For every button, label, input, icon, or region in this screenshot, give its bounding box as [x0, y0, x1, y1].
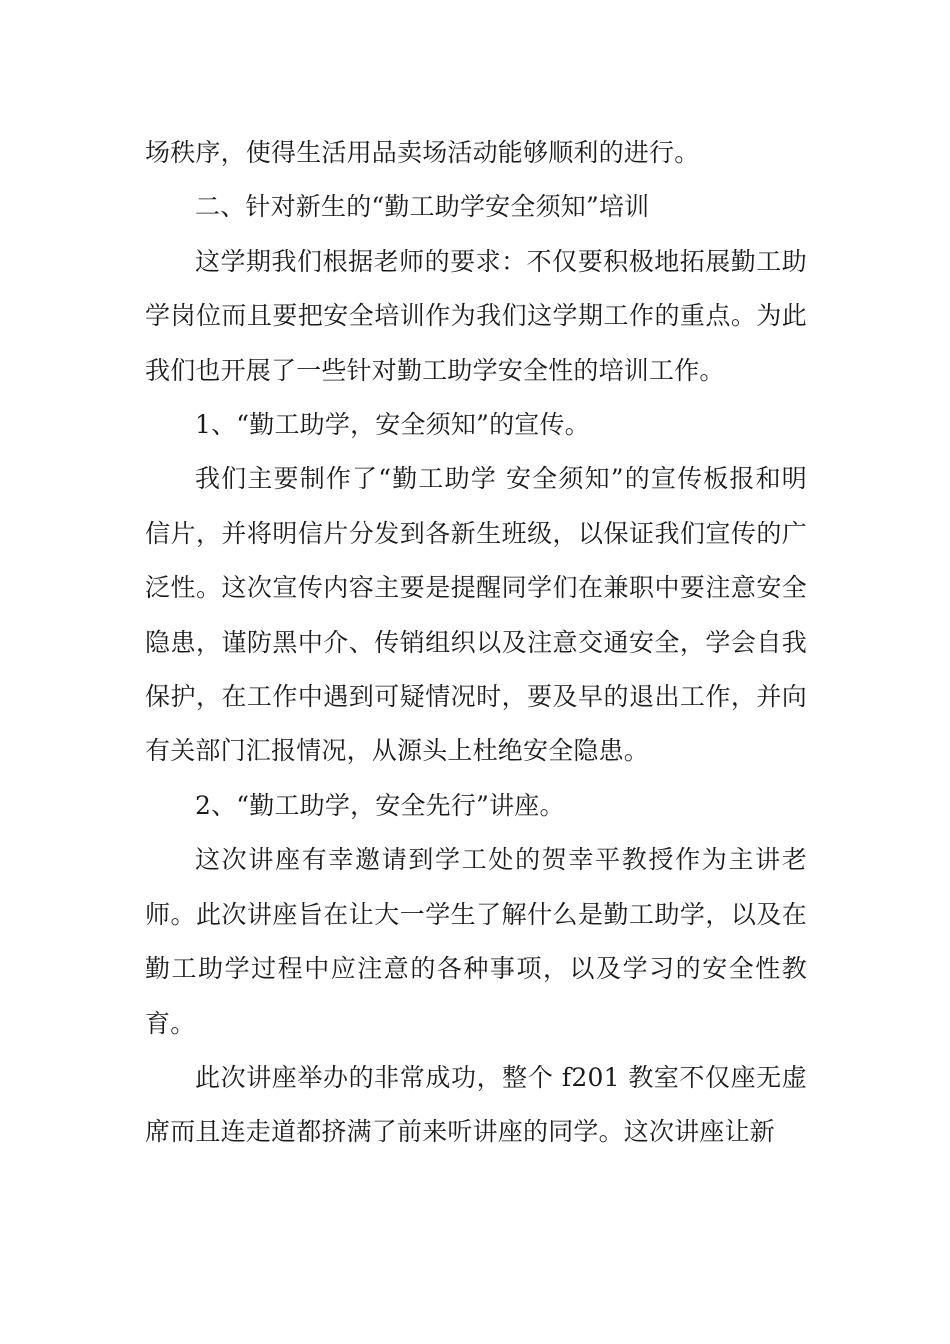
section-heading: 二、针对新生的“勤工助学安全须知”培训: [195, 192, 650, 222]
paragraph: 这学期我们根据老师的要求：不仅要积极地拓展勤工助学岗位而且要把安全培训作为我们这学期工作的重点。为此我们也开展了一些针对勤工助学安全性的培训工作。: [145, 246, 807, 385]
subsection-heading: 2、“勤工助学，安全先行”讲座。: [195, 790, 565, 820]
paragraph-continuation: 场秩序，使得生活用品卖场活动能够顺利的进行。: [145, 138, 700, 167]
paragraph: 此次讲座举办的非常成功，整个 f201 教室不仅座无虚席而且连走道都挤满了前来听讲座的同学。这次讲座让新: [145, 1062, 807, 1147]
document-body: [145, 126, 807, 1160]
subsection-heading: 1、“勤工助学，安全须知”的宣传。: [195, 410, 590, 440]
paragraph: 我们主要制作了“勤工助学 安全须知”的宣传板报和明信片，并将明信片分发到各新生班级，以保证我们宣传的广泛性。这次宣传内容主要是提醒同学们在兼职中要注意安全隐患，谨防黑中介、传销组织以及注意交通安全，学会自我保护，在工作中遇到可疑情况时，要及早的退出工作，并向有关部门汇报情况，从源头上杜绝安全隐患。: [145, 464, 807, 766]
paragraph: 这次讲座有幸邀请到学工处的贺幸平教授作为主讲老师。此次讲座旨在让大一学生了解什么是勤工助学，以及在勤工助学过程中应注意的各种事项，以及学习的安全性教育。: [145, 845, 807, 1038]
